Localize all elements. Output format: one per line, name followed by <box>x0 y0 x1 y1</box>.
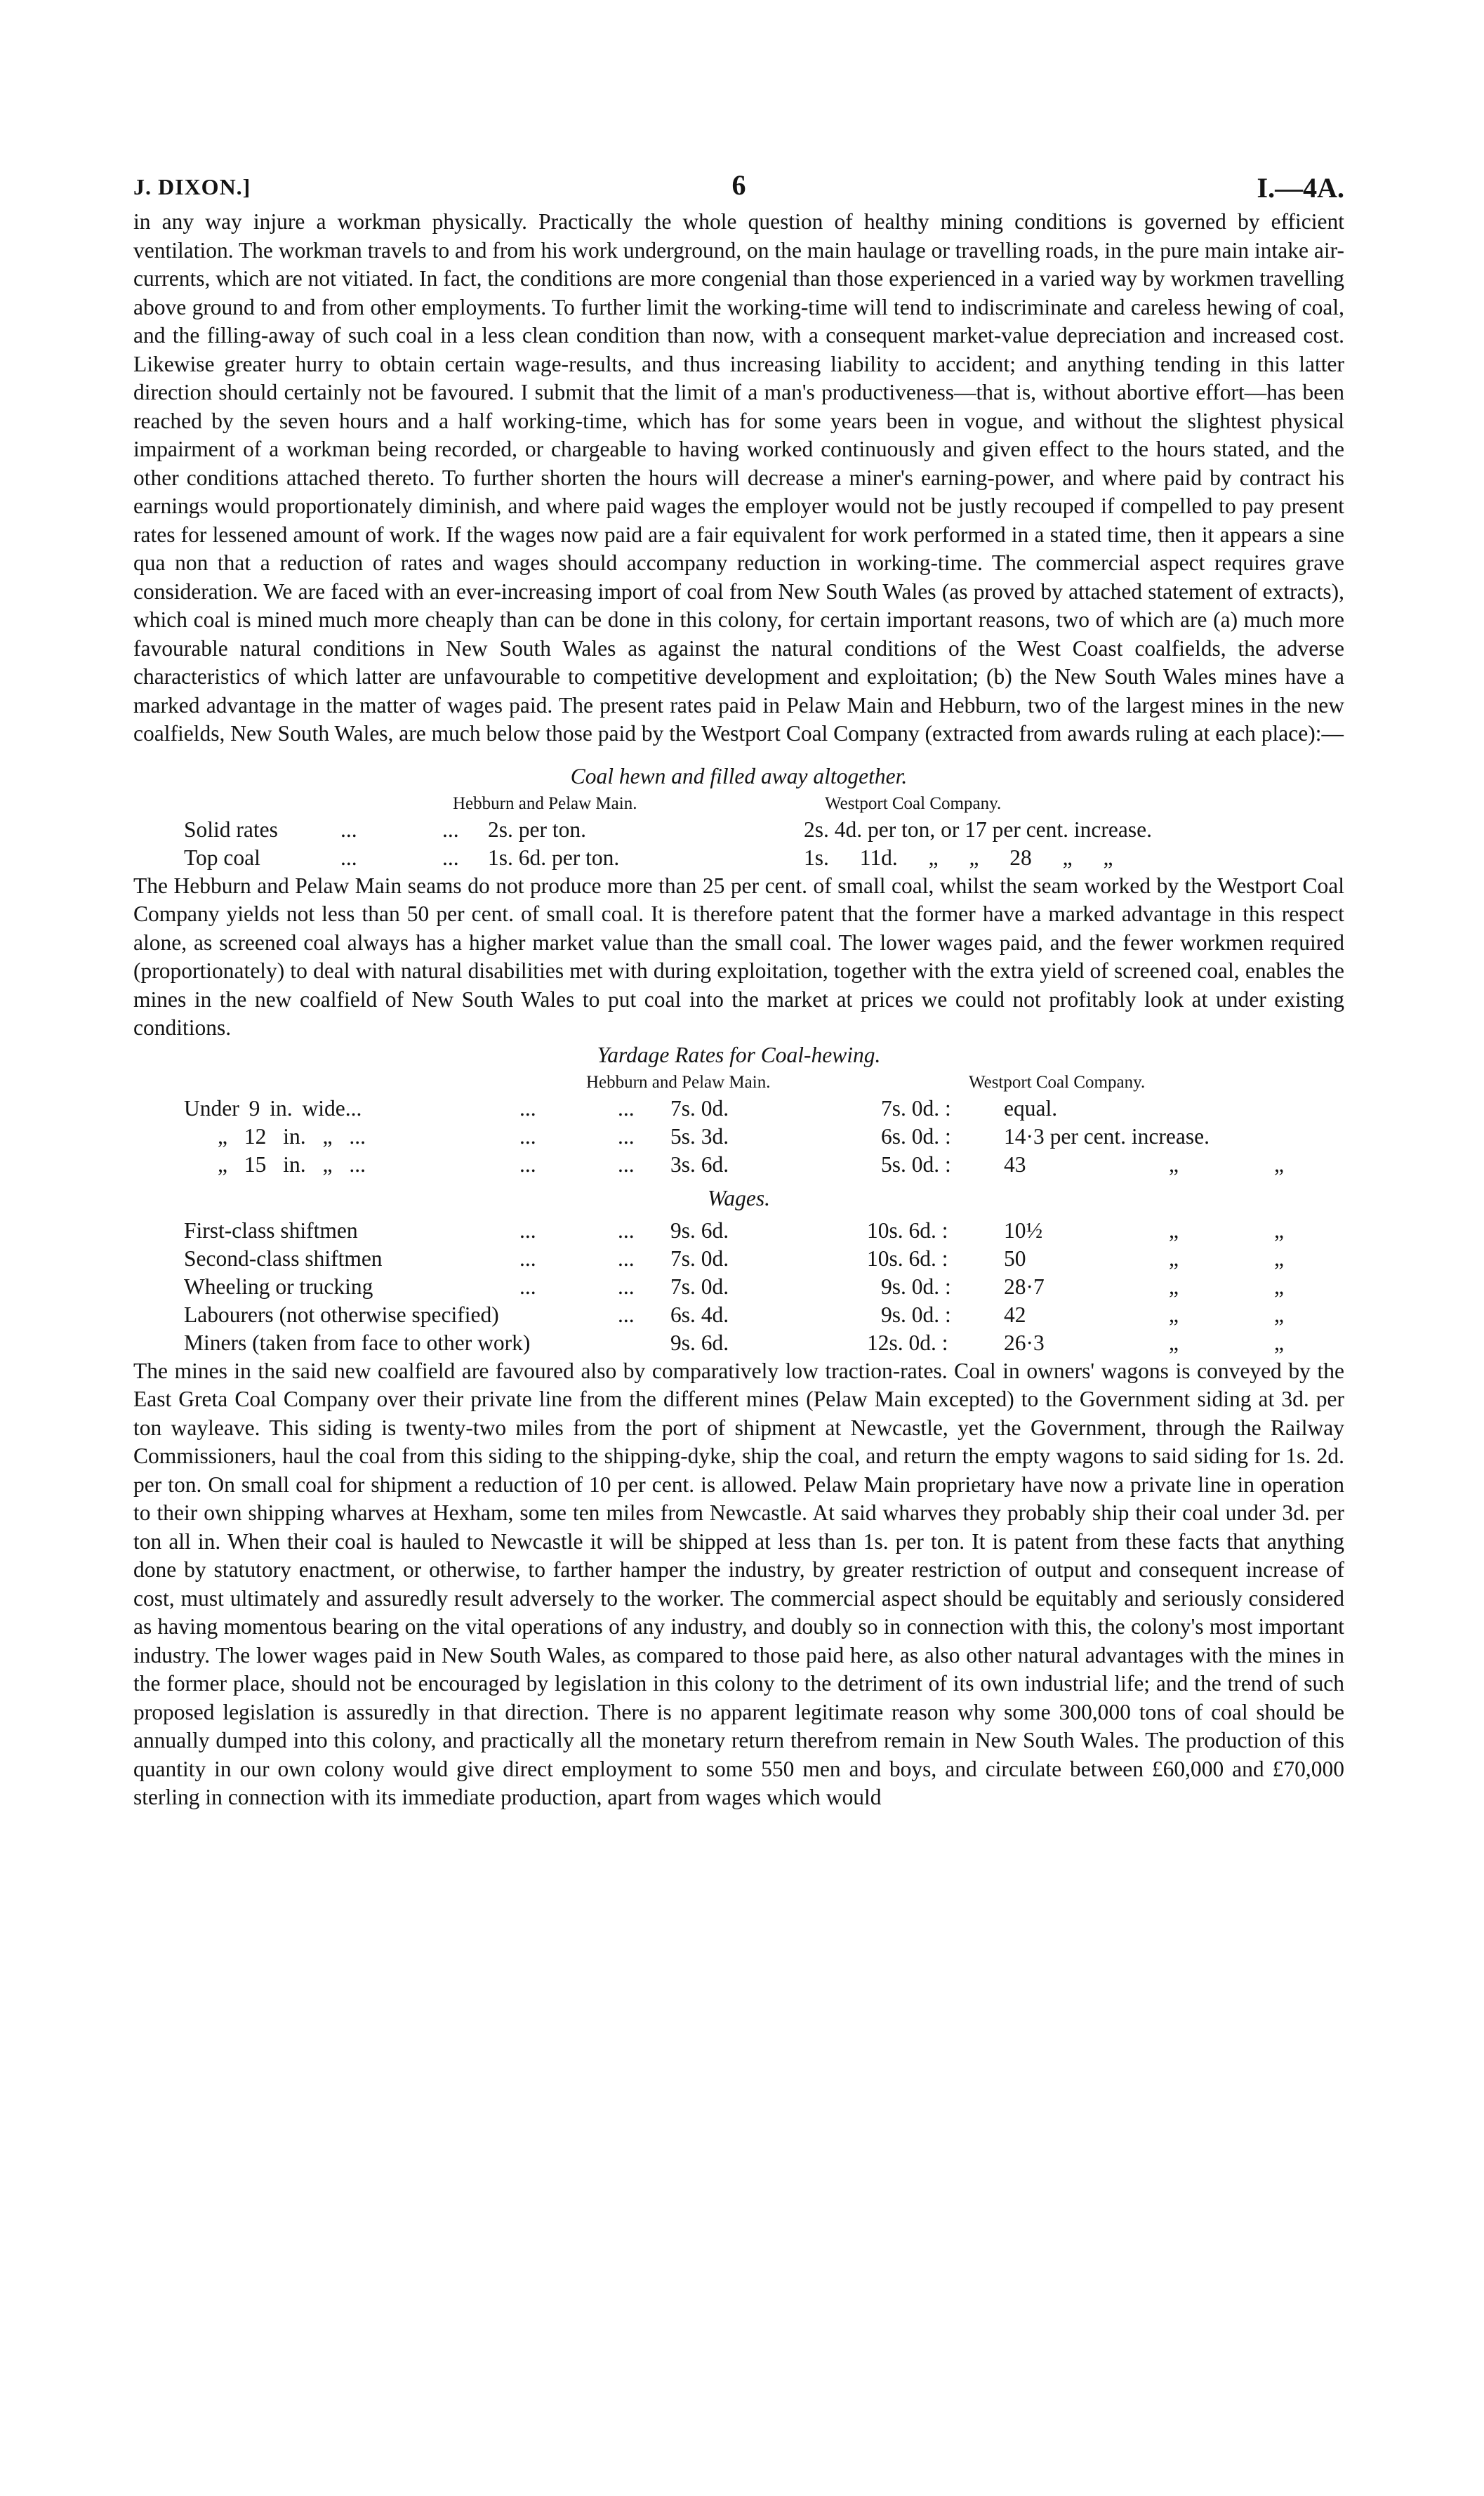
table-wages-title: Wages. <box>708 1185 770 1210</box>
header-author: J. DIXON.] <box>133 174 251 199</box>
table-yardage-title: Yardage Rates for Coal-hewing. <box>597 1042 881 1067</box>
col-hebburn-pelaw: Hebburn and Pelaw Main. <box>453 793 637 813</box>
table-row: Labourers (not otherwise specified) ... 6s. 4d. 9s. 0d. : 42 „ „ <box>184 1302 1284 1327</box>
page <box>133 161 1344 1812</box>
table-row: Top coal ... ... 1s. 6d. per ton. 1s. 11d. „ „ 28 „ „ <box>184 845 1113 870</box>
table-coal-hewn-header <box>133 792 1344 816</box>
paragraph-traction-rates: The mines in the said new coalfield are favoured also by comparatively low traction-rates. Coal in owners' wagons is conveyed by the East Greta Coal Company over their private line from the different mines (Pelaw Main excepted) to the Government siding at 3d. per ton wayleave. This siding is twenty-two miles from the port of shipment at Newcastle, yet the Government, through the Railway Commissioners, haul the coal from this siding to the shipping-dyke, ship the coal, and return the empty wagons to said siding for 1s. 2d. per ton. On small coal for shipment a reduction of 10 per cent. is allowed. Pelaw Main proprietary have now a private line in operation to their own shipping wharves at Hexham, some ten miles from Newcastle. At said wharves they probably ship their coal under 3d. per ton all in. When their coal is hauled to Newcastle it will be shipped at less than 1s. per ton. It is patent from these facts that anything done by statutory enactment, or otherwise, to farther hamper the industry, by greater restriction of output and consequent increase of cost, must ultimately and assuredly result adversely to the worker. The commercial aspect should be equitably and seriously considered as having momentous bearing on the vital operations of any industry, and doubly so in connection with this, the colony's most important industry. The lower wages paid in New South Wales, as compared to those paid here, as also other natural advantages with the mines in the former place, should not be encouraged by legislation in this colony to the detriment of its own industrial life; and the trend of such proposed legislation is assuredly in that direction. There is no apparent legitimate reason why some 300,000 tons of coal should be annually dumped into this colony, and practically all the monetary return therefrom remain in New South Wales. The production of this quantity in our own colony would give direct employment to some 550 men and boys, and circulate between £60,000 and £70,000 sterling in connection with its immediate production, apart from wages which would <box>133 1358 1344 1809</box>
running-header <box>133 161 1344 204</box>
table-coal-hewn-title: Coal hewn and filled away altogether. <box>570 763 908 788</box>
col-hebburn-pelaw: Hebburn and Pelaw Main. <box>586 1072 771 1092</box>
paragraph-ventilation-and-hours: in any way injure a workman physically. Practically the whole question of healthy mining conditions is governed by efficient ventilation. The workman travels to and from his work underground, on the main haulage or travelling roads, in the pure main intake air-currents, which are not vitiated. In fact, the conditions are more congenial than those experienced in a varied way by workmen travelling above ground to and from other employments. To further limit the working-time will tend to indiscriminate and careless hewing of coal, and the filling-away of such coal in a less clean condition than now, with a consequent market-value depreciation and increased cost. Likewise greater hurry to obtain certain wage-results, and thus increasing liability to accident; and anything tending in this latter direction should certainly not be favoured. I submit that the limit of a man's productiveness—that is, without abortive effort—has been reached by the seven hours and a half working-time, which has for some years been in vogue, and without the slightest physical impairment of a workman being recorded, or chargeable to having worked continuously and given effect to the hours stated, and the other conditions attached thereto. To further shorten the hours will decrease a miner's earning-power, and where paid by contract his earnings would proportionately diminish, and where paid wages the employer would not be justly recouped if compelled to pay present rates for lessened amount of work. If the wages now paid are a fair equivalent for work performed in a stated time, then it appears a sine qua non that a reduction of rates and wages should accompany reduction in working-time. The commercial aspect requires grave consideration. We are faced with an ever-increasing import of coal from New South Wales (as proved by attached statement of extracts), which coal is mined much more cheaply than can be done in this colony, for certain important reasons, two of which are (a) much more favourable natural conditions in New South Wales as against the natural conditions of the West Coast coalfields, the adverse characteristics of which latter are unfavourable to competitive development and exploitation; (b) the New South Wales mines have a marked advantage in the matter of wages paid. The present rates paid in Pelaw Main and Hebburn, two of the largest mines in the new coalfields, New South Wales, are much below those paid by the Westport Coal Company (extracted from awards ruling at each place):— <box>133 209 1344 746</box>
table-row: Second-class shiftmen ... ... 7s. 0d. 10s. 6d. : 50 „ „ <box>184 1246 1284 1271</box>
table-row: „ 12 in. „ ... ... ... 5s. 3d. 6s. 0d. : 14·3 per cent. increase. <box>218 1123 1210 1149</box>
table-yardage-rates <box>133 1040 1344 1179</box>
table-yardage-header <box>133 1071 1344 1095</box>
page-number: 6 <box>731 169 746 201</box>
table-row: Solid rates ... ... 2s. per ton. 2s. 4d. per ton, or 17 per cent. increase. <box>184 817 1152 842</box>
table-wages <box>133 1183 1344 1357</box>
col-westport: Westport Coal Company. <box>969 1072 1146 1092</box>
table-coal-hewn <box>133 761 1344 872</box>
document-reference: I.—4A. <box>1257 172 1344 204</box>
table-row: Miners (taken from face to other work) 9s. 6d. 12s. 0d. : 26·3 „ „ <box>184 1330 1284 1355</box>
paragraph-small-coal: The Hebburn and Pelaw Main seams do not produce more than 25 per cent. of small coal, whilst the seam worked by the Westport Coal Company yields not less than 50 per cent. of small coal. It is therefore patent that the former have a marked advantage in this respect alone, as screened coal always has a higher market value than the small coal. The lower wages paid, and the fewer workmen required (proportionately) to deal with natural disabilities met with during exploitation, together with the extra yield of screened coal, enables the mines in the new coalfield of New South Wales to put coal into the market at prices we could not profitably look at under existing conditions. <box>133 873 1344 1040</box>
table-row: Wheeling or trucking ... ... 7s. 0d. 9s. 0d. : 28·7 „ „ <box>184 1274 1284 1299</box>
table-row: Under 9 in. wide... ... ... 7s. 0d. 7s. 0d. : equal. <box>184 1095 1058 1121</box>
table-row: „ 15 in. „ ... ... ... 3s. 6d. 5s. 0d. : 43 „ „ <box>218 1151 1284 1177</box>
table-row: First-class shiftmen ... ... 9s. 6d. 10s. 6d. : 10½ „ „ <box>184 1217 1284 1243</box>
col-westport: Westport Coal Company. <box>825 793 1002 813</box>
